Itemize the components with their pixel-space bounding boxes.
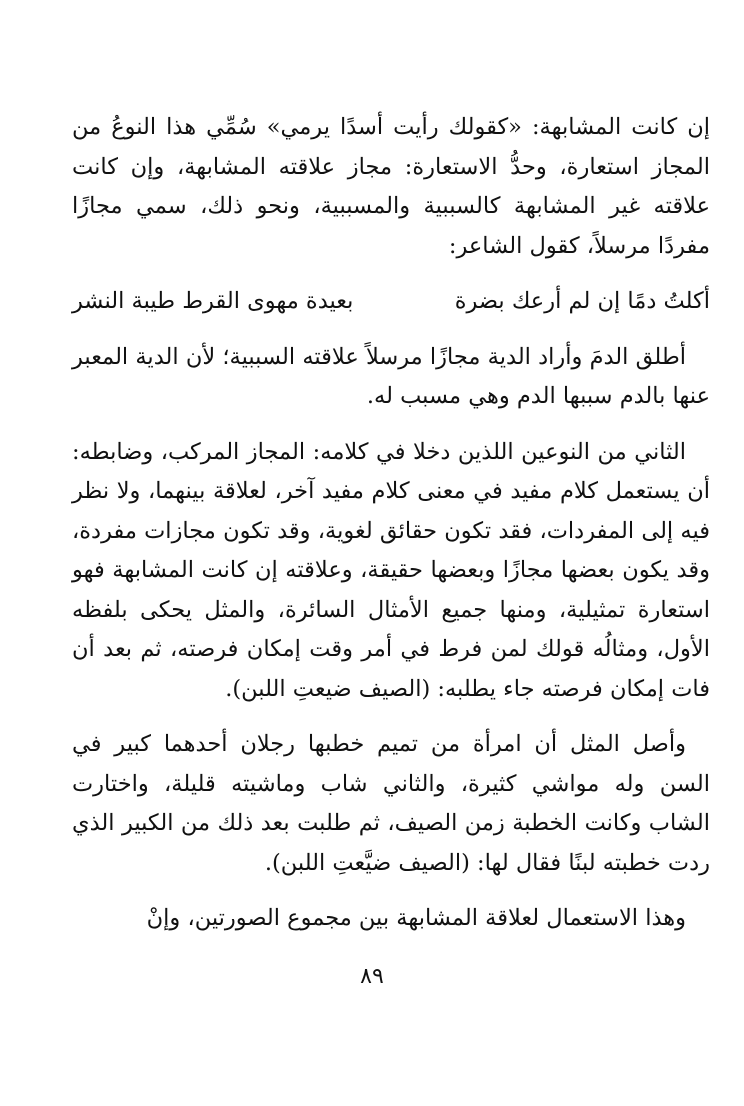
paragraph-5: وهذا الاستعمال لعلاقة المشابهة بين مجموع الصورتين، وإنْ	[146, 905, 686, 931]
verse-first-hemistich: أكلتُ دمًا إن لم أرعك بضرة	[454, 288, 710, 314]
verse-second-hemistich: بعيدة مهوى القرط طيبة النشر	[72, 288, 354, 314]
page-body	[72, 108, 710, 939]
spacer	[72, 417, 710, 433]
paragraph-3: الثاني من النوعين اللذين دخلا في كلامه: المجاز المركب، وضابطه: أن يستعمل كلام مفيد في معنى كلام مفيد آخر، لعلاقة بينهما، ولا نظر فيه إلى المفردات، فقد تكون حقائق لغوية، وقد تكون مجازات مفردة، وقد يكون بعضها مجازًا وبعضها حقيقة، وعلاقته إن كانت المشابهة فهو استعارة تمثيلية، ومنها جميع الأمثال السائرة، والمثل يحكى بلفظه الأول، ومثالُه قولك لمن فرط في أمر وقت إمكان فرصته، ثم بعد أن فات إمكان فرصته جاء يطلبه: (الصيف ضيعتِ اللبن).	[72, 438, 710, 702]
spacer	[72, 883, 710, 899]
spacer	[72, 709, 710, 725]
spacer	[72, 322, 710, 338]
poetry-verse	[72, 282, 710, 322]
spacer	[72, 266, 710, 282]
paragraph-1: إن كانت المشابهة: «كقولك رأيت أسدًا يرمي» سُمِّي هذا النوعُ من المجاز استعارة، وحدُّ الاستعارة: مجاز علاقته المشابهة، وإن كانت علاقته غير المشابهة كالسببية والمسببية، ونحو ذلك، سمي مجازًا مفردًا مرسلاً، كقول الشاعر:	[72, 114, 710, 259]
paragraph-4: وأصل المثل أن امرأة من تميم خطبها رجلان أحدهما كبير في السن وله مواشي كثيرة، والثاني شاب وماشيته قليلة، واختارت الشاب وكانت الخطبة زمن الصيف، ثم طلبت بعد ذلك من الكبير الذي ردت خطبته لبنًا فقال لها: (الصيف ضيَّعتِ اللبن).	[72, 731, 710, 876]
page-number: ٨٩	[360, 964, 384, 989]
paragraph-2: أطلق الدمَ وأراد الدية مجازًا مرسلاً علاقته السببية؛ لأن الدية المعبر عنها بالدم سببها الدم وهي مسبب له.	[72, 343, 710, 409]
